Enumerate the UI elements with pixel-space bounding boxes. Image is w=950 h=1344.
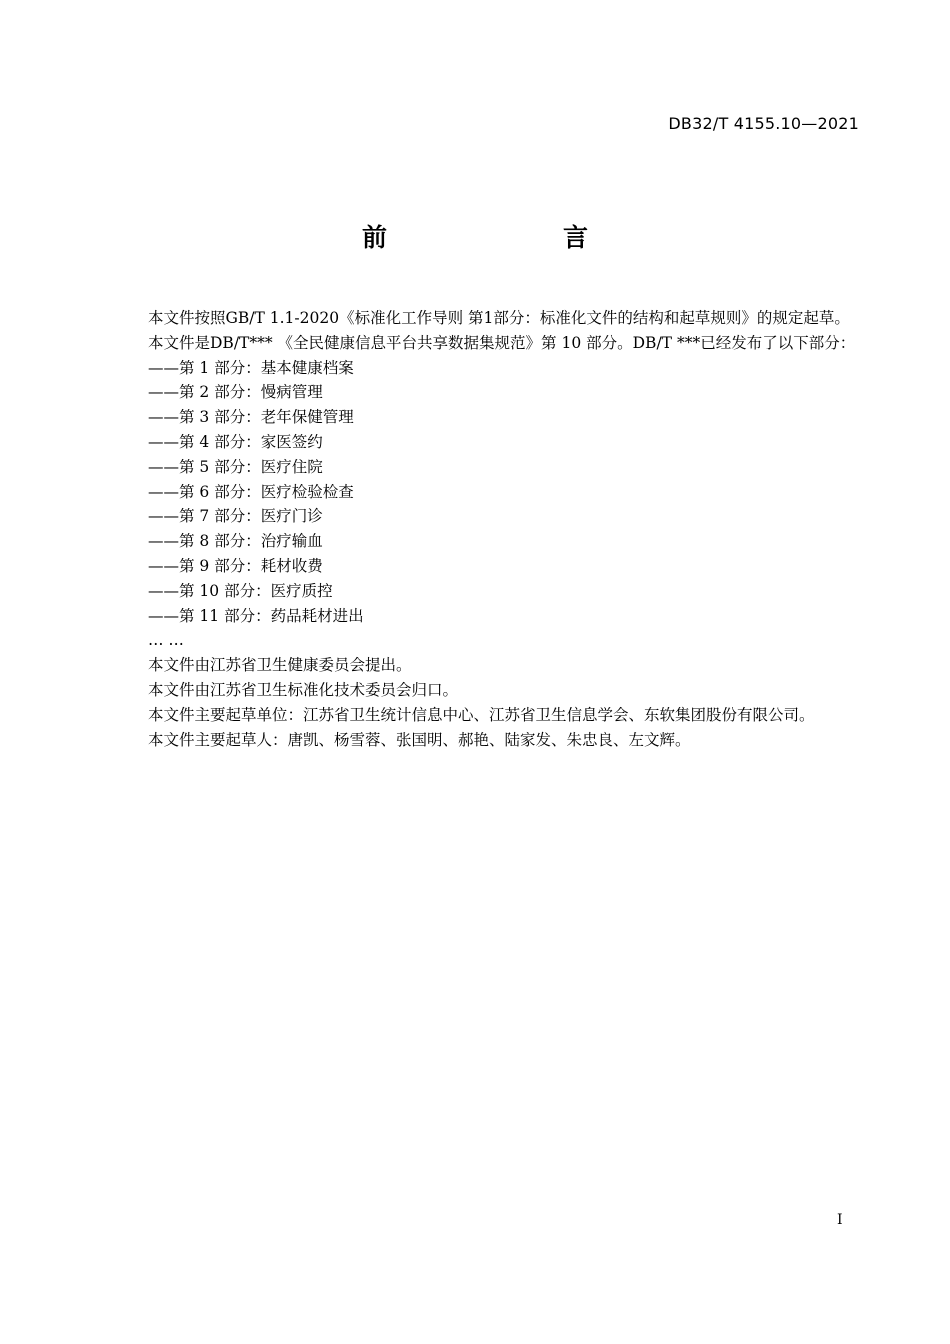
list-item: ——第 11 部分：药品耗材进出 bbox=[148, 606, 364, 625]
paragraph-series-intro: 本文件是DB/T*** 《全民健康信息平台共享数据集规范》第 10 部分。DB/T ***已经发布了以下部分： bbox=[148, 333, 856, 352]
list-item: ——第 5 部分：医疗住院 bbox=[148, 457, 323, 476]
document-code: DB32/T 4155.10—2021 bbox=[668, 114, 859, 133]
paragraph-committee: 本文件由江苏省卫生标准化技术委员会归口。 bbox=[148, 680, 459, 699]
list-item: ——第 4 部分：家医签约 bbox=[148, 432, 323, 451]
foreword-body bbox=[113, 306, 860, 752]
list-ellipsis: … … bbox=[148, 631, 184, 650]
paragraph-drafting-units: 本文件主要起草单位：江苏省卫生统计信息中心、江苏省卫生信息学会、东软集团股份有限公司。 bbox=[148, 705, 815, 724]
page-title: 前 言 bbox=[361, 223, 630, 252]
list-item: ——第 10 部分：医疗质控 bbox=[148, 581, 333, 600]
paragraph-drafters: 本文件主要起草人：唐凯、杨雪蓉、张国明、郝艳、陆家发、朱忠良、左文辉。 bbox=[148, 730, 691, 749]
page-number: I bbox=[837, 1212, 843, 1228]
list-item: ——第 6 部分：医疗检验检查 bbox=[148, 482, 354, 501]
paragraph-proposer: 本文件由江苏省卫生健康委员会提出。 bbox=[148, 656, 412, 675]
list-item: ——第 2 部分：慢病管理 bbox=[148, 383, 323, 402]
paragraph-drafting-rules: 本文件按照GB/T 1.1-2020《标准化工作导则 第1部分：标准化文件的结构和起草规则》的规定起草。 bbox=[148, 309, 850, 327]
list-item: ——第 3 部分：老年保健管理 bbox=[148, 408, 354, 427]
parts-list bbox=[113, 356, 860, 654]
list-item: ——第 9 部分：耗材收费 bbox=[148, 556, 323, 575]
list-item: ——第 8 部分：治疗输血 bbox=[148, 532, 323, 551]
list-item: ——第 7 部分：医疗门诊 bbox=[148, 507, 323, 526]
list-item: ——第 1 部分：基本健康档案 bbox=[148, 358, 354, 377]
